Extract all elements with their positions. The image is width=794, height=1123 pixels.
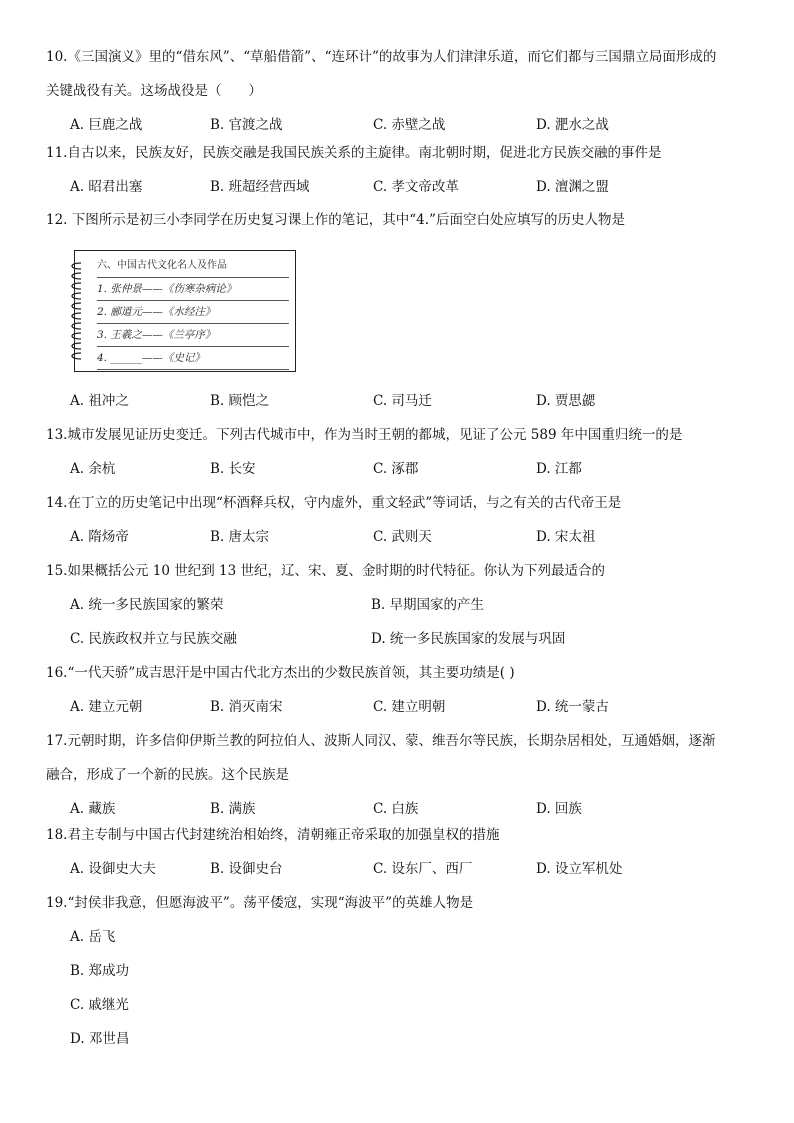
question-19 (46, 886, 756, 1056)
option-a: A. 昭君出塞 (70, 179, 143, 195)
option-c: C. 赤壁之战 (373, 117, 446, 133)
question-15 (46, 554, 756, 656)
option-a: A. 余杭 (70, 461, 116, 477)
notebook-heading: 六、中国古代文化名人及作品 (97, 255, 289, 278)
option-c: C. 白族 (373, 801, 419, 817)
option-b: B. 设御史台 (210, 861, 283, 877)
option-d: D. 邓世昌 (70, 1031, 130, 1047)
question-stem: 15.如果概括公元 10 世纪到 13 世纪，辽、宋、夏、金时期的时代特征。你认为下列最适合的 (46, 563, 605, 579)
notebook-figure (74, 250, 296, 372)
option-b: B. 班超经营西域 (210, 179, 310, 195)
question-17 (46, 724, 756, 826)
option-d: D. 统一蒙古 (536, 699, 609, 715)
question-stem: 11.自古以来，民族友好，民族交融是我国民族关系的主旋律。南北朝时期，促进北方民族交融的事件是 (46, 145, 662, 161)
option-d: D. 贾思勰 (536, 393, 596, 409)
question-stem: 19.“封侯非我意，但愿海波平”。荡平倭寇，实现“海波平”的英雄人物是 (46, 895, 474, 911)
option-b: B. 消灭南宋 (210, 699, 283, 715)
question-stem: 16.“一代天骄”成吉思汗是中国古代北方杰出的少数民族首领，其主要功绩是( ) (46, 665, 515, 681)
question-16 (46, 656, 756, 724)
options-row (46, 452, 756, 486)
option-d: D. 宋太祖 (536, 529, 596, 545)
notebook-lines (97, 255, 289, 370)
question-stem: 18.君主专制与中国古代封建统治相始终，清朝雍正帝采取的加强皇权的措施 (46, 827, 500, 843)
question-11 (46, 136, 756, 204)
option-b: B. 唐太宗 (210, 529, 270, 545)
options-row (46, 384, 756, 418)
option-a: A. 设御史大夫 (70, 861, 156, 877)
notebook-line: 3. 王羲之——《兰亭序》 (97, 324, 289, 347)
option-b: B. 顾恺之 (210, 393, 270, 409)
option-a: A. 统一多民族国家的繁荣 (70, 597, 224, 613)
option-d: D. 澶渊之盟 (536, 179, 609, 195)
option-c: C. 司马迁 (373, 393, 432, 409)
options-row (46, 852, 756, 886)
options-row (46, 170, 756, 204)
question-stem: 14.在丁立的历史笔记中出现“杯酒释兵权，守内虚外，重文轻武”等词话，与之有关的古代帝王是 (46, 495, 622, 511)
question-10 (46, 40, 756, 142)
notebook-line: 1. 张仲景——《伤寒杂病论》 (97, 278, 289, 301)
option-d: D. 回族 (536, 801, 582, 817)
option-c: C. 涿郡 (373, 461, 419, 477)
option-b: B. 长安 (210, 461, 256, 477)
question-stem: 17.元朝时期，许多信仰伊斯兰教的阿拉伯人、波斯人同汉、蒙、维吾尔等民族，长期杂居相处，互通婚姻，逐渐 融合，形成了一个新的民族。这个民族是 (46, 733, 716, 783)
option-d: D. 江都 (536, 461, 582, 477)
option-a: A. 巨鹿之战 (70, 117, 143, 133)
options-row (46, 520, 756, 554)
option-d: D. 统一多民族国家的发展与巩固 (371, 631, 566, 647)
question-stem: 13.城市发展见证历史变迁。下列古代城市中，作为当时王朝的都城，见证了公元 589 年中国重归统一的是 (46, 427, 683, 443)
question-12 (46, 203, 756, 237)
option-a: A. 岳飞 (70, 929, 116, 945)
option-a: A. 隋炀帝 (70, 529, 129, 545)
option-b: B. 满族 (210, 801, 256, 817)
question-stem: 10.《三国演义》里的“借东风”、“草船借箭”、“连环计”的故事为人们津津乐道，而它们都与三国鼎立局面形成的 关键战役有关。这场战役是（ ） (46, 49, 717, 99)
option-a: A. 藏族 (70, 801, 116, 817)
options-column (46, 920, 756, 1056)
spiral-binding-icon (67, 257, 87, 367)
options-row (46, 588, 756, 622)
option-b: B. 官渡之战 (210, 117, 283, 133)
notebook-line: 4. ______——《史记》 (97, 347, 289, 370)
options-row (46, 690, 756, 724)
question-12-options (46, 384, 756, 418)
option-c: C. 武则天 (373, 529, 432, 545)
option-a: A. 建立元朝 (70, 699, 143, 715)
option-c: C. 孝文帝改革 (373, 179, 459, 195)
question-stem: 12. 下图所示是初三小李同学在历史复习课上作的笔记，其中“4.”后面空白处应填写的历史人物是 (46, 212, 625, 228)
option-d: D. 设立军机处 (536, 861, 623, 877)
option-b: B. 郑成功 (70, 963, 130, 979)
option-b: B. 早期国家的产生 (371, 597, 485, 613)
question-13 (46, 418, 756, 486)
option-c: C. 民族政权并立与民族交融 (70, 631, 237, 647)
option-d: D. 淝水之战 (536, 117, 609, 133)
notebook-line: 2. 郦道元——《水经注》 (97, 301, 289, 324)
question-14 (46, 486, 756, 554)
option-c: C. 戚继光 (70, 997, 129, 1013)
question-18 (46, 818, 756, 886)
options-row (46, 622, 756, 656)
option-a: A. 祖冲之 (70, 393, 129, 409)
option-c: C. 建立明朝 (373, 699, 446, 715)
option-c: C. 设东厂、西厂 (373, 861, 473, 877)
